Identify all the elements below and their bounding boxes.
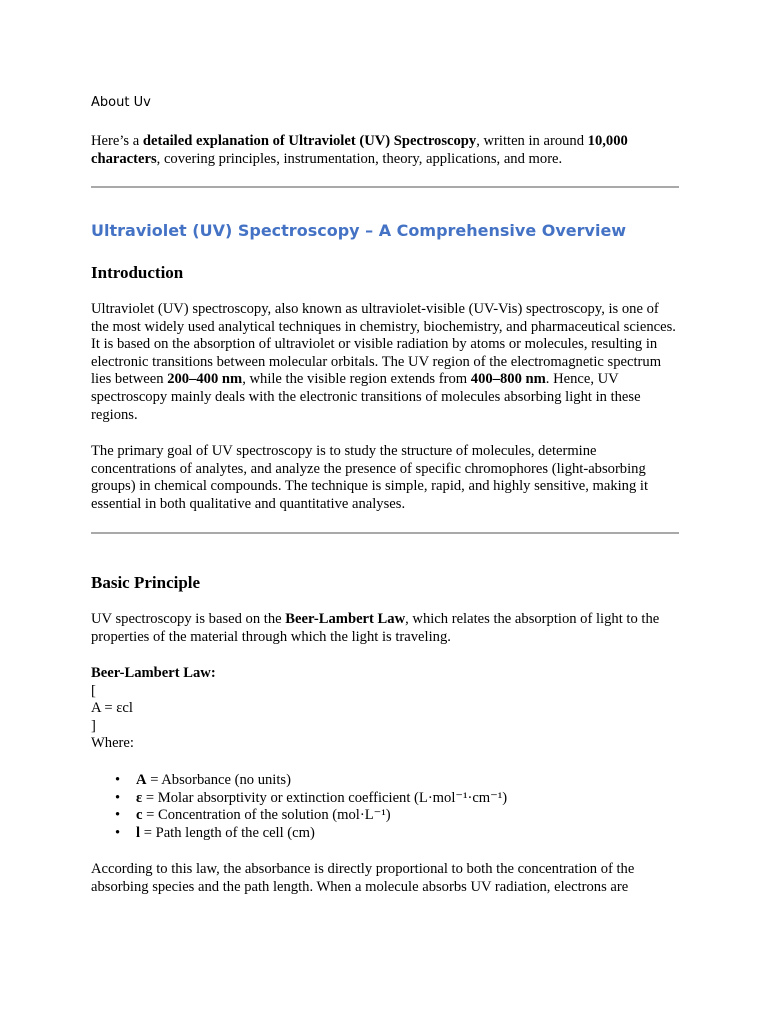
closing-paragraph: According to this law, the absorbance is directly proportional to both the concentration of the absorbing species and the path length. When a molecule absorbs UV radiation, electrons are: [91, 861, 635, 895]
bp-text-1: UV spectroscopy is based on the: [91, 611, 286, 627]
bracket-open: [: [91, 682, 96, 699]
equation: A = εcl: [91, 700, 133, 717]
bullet-icon: •: [115, 824, 121, 841]
intro-bold-1: detailed explanation of Ultraviolet (UV) Spectroscopy: [142, 133, 477, 149]
variable-description: = Path length of the cell (cm): [140, 824, 315, 841]
introduction-heading: Introduction: [91, 263, 184, 282]
variable-symbol: A: [136, 772, 147, 788]
bullet-icon: •: [115, 772, 121, 788]
variable-description: = Concentration of the solution (mol·L⁻¹): [142, 807, 391, 824]
bp-bold-1: Beer-Lambert Law: [285, 611, 406, 627]
bracket-close: ]: [91, 717, 96, 734]
horizontal-rule: [91, 186, 679, 188]
bp-text-2: , which relates the absorption of light to the properties of the material through which the light is traveling.: [91, 611, 660, 645]
intro-text-1: Here’s a: [91, 133, 143, 149]
bullet-icon: •: [115, 807, 121, 824]
intro-para-text-3: . Hence, UV spectroscopy mainly deals with the electronic transitions of molecules absorbing light in these regions.: [91, 371, 641, 423]
introduction-paragraph-1: [91, 301, 679, 424]
introduction-paragraph-2: The primary goal of UV spectroscopy is to study the structure of molecules, determine concentrations of analytes, and analyze the presence of specific chromophores (light-absorbing groups) in chemical compounds. The technique is simple, rapid, and highly sensitive, making it essential in both qualitative and quantitative analyses.: [91, 443, 649, 512]
list-item: [91, 825, 679, 843]
variable-description: = Absorbance (no units): [146, 772, 291, 788]
basic-principle-paragraph: [91, 611, 679, 646]
variable-symbol: c: [136, 807, 143, 824]
bullet-icon: •: [115, 789, 121, 806]
variable-list: [91, 772, 679, 842]
intro-text-2: , written in around: [476, 133, 588, 149]
variable-description: = Molar absorptivity or extinction coefficient (L·mol⁻¹·cm⁻¹): [142, 789, 508, 806]
list-item: [91, 807, 679, 825]
intro-para-bold-1: 200–400 nm: [167, 371, 243, 388]
variable-symbol: ε: [136, 789, 143, 806]
horizontal-rule: [91, 532, 679, 534]
list-item: [91, 790, 679, 808]
variable-symbol: l: [136, 824, 141, 841]
intro-para-text-1: Ultraviolet (UV) spectroscopy, also known as ultraviolet-visible (UV-Vis) spectroscopy, is one of the most widely used analytical techniques in chemistry, biochemistry, and pharmaceutical sciences. It is based on the absorption of ultraviolet or visible radiation by atoms or molecules, resulting in electronic transitions between molecular orbitals. The UV region of the electromagnetic spectrum lies between: [91, 301, 676, 388]
main-heading: Ultraviolet (UV) Spectroscopy – A Comprehensive Overview: [91, 221, 627, 240]
intro-text-3: , covering principles, instrumentation, theory, applications, and more.: [156, 150, 563, 167]
intro-line: [91, 133, 679, 168]
equation-block: [91, 665, 679, 753]
intro-para-bold-2: 400–800 nm: [470, 371, 546, 388]
where-label: Where:: [91, 735, 134, 752]
law-label: Beer-Lambert Law:: [91, 665, 216, 681]
list-item: [91, 772, 679, 790]
document-title: About Uv: [91, 95, 151, 110]
intro-bold-2: 10,000 characters: [91, 133, 628, 167]
intro-para-text-2: , while the visible region extends from: [242, 371, 471, 388]
basic-principle-heading: Basic Principle: [91, 573, 201, 592]
